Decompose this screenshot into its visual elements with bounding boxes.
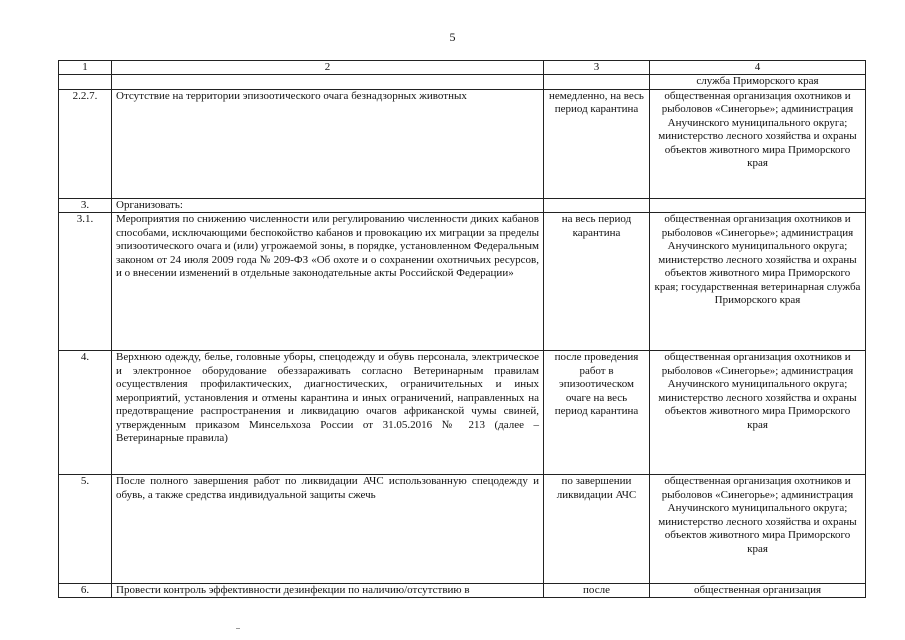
row-measure: После полного завершения работ по ликвидации АЧС использованную спецодежду и обувь, а также средства индивидуальной защиты сжечь [112, 475, 544, 584]
row-number: 3.1. [59, 213, 112, 351]
row-number-text: 6. [80, 584, 90, 596]
table-row [59, 75, 866, 90]
row-measure: Отсутствие на территории эпизоотического очага безнадзорных животных [112, 89, 544, 198]
row-term: на весь период карантина [544, 213, 650, 351]
row-responsible: служба Приморского края [650, 75, 866, 90]
table-row [59, 198, 866, 213]
row-number [59, 584, 112, 598]
row-responsible: общественная организация охотников и рыболовов «Синегорье»; администрация Анучинского муниципального округа; министерство лесного хозяйства и охраны объектов животного мира Приморского края [650, 475, 866, 584]
row-term: по завершении ликвидации АЧС [544, 475, 650, 584]
row-responsible [650, 584, 866, 598]
measures-table [58, 60, 866, 598]
row-term-text: после [583, 584, 610, 596]
row-responsible: общественная организация охотников и рыболовов «Синегорье»; администрация Анучинского муниципального округа; министерство лесного хозяйства и охраны объектов животного мира Приморского края; государственная ветеринарная служба Приморского края [650, 213, 866, 351]
row-measure [112, 75, 544, 90]
column-header: 4 [650, 61, 866, 75]
row-responsible: общественная организация охотников и рыболовов «Синегорье»; администрация Анучинского муниципального округа; министерство лесного хозяйства и охраны объектов животного мира Приморского края [650, 89, 866, 198]
page-number: 5 [449, 30, 456, 44]
row-term [544, 75, 650, 90]
row-number [59, 75, 112, 90]
row-measure [112, 584, 544, 598]
table-row [59, 475, 866, 584]
row-number: 2.2.7. [59, 89, 112, 198]
row-measure: Мероприятия по снижению численности или регулированию численности диких кабанов способами, исключающими беспокойство кабанов и провокацию их миграции за пределы эпизоотического очага и (или) угрожаемой зоны, в порядке, установленном Федеральным законом от 24 июля 2009 года № 209-ФЗ «Об охоте и о сохранении охотничьих ресурсов, и о внесении изменений в отдельные законодательные акты Российской Федерации» [112, 213, 544, 351]
row-number: 3. [59, 198, 112, 213]
row-measure-text: Провести контроль эффективности дезинфекции по наличию/отсутствию в [116, 584, 470, 596]
section-heading: Организовать: [112, 198, 544, 213]
row-term: после проведения работ в эпизоотическом очаге на весь период карантина [544, 351, 650, 475]
column-header: 3 [544, 61, 650, 75]
table-row [59, 584, 866, 598]
row-term [544, 584, 650, 598]
row-term: немедленно, на весь период карантина [544, 89, 650, 198]
table-header-row [59, 61, 866, 75]
scan-artifact [236, 628, 240, 629]
column-header: 1 [59, 61, 112, 75]
row-responsible-text: общественная организация [693, 584, 822, 596]
row-measure: Верхнюю одежду, белье, головные уборы, спецодежду и обувь персонала, электрическое и электронное оборудование обеззараживать согласно Ветеринарным правилам осуществления профилактических, диагностических, ограничительных и иных мероприятий, установления и отмены карантина и иных ограничений, направленных на предотвращение распространения и ликвидацию очагов африканской чумы свиней, утвержденным приказом Минсельхоза России от 31.05.2016 № 213 (далее – Ветеринарные правила) [112, 351, 544, 475]
table-row [59, 351, 866, 475]
row-number: 4. [59, 351, 112, 475]
table-row [59, 213, 866, 351]
row-term [544, 198, 650, 213]
row-number: 5. [59, 475, 112, 584]
table-row [59, 89, 866, 198]
column-header: 2 [112, 61, 544, 75]
row-responsible [650, 198, 866, 213]
row-responsible: общественная организация охотников и рыболовов «Синегорье»; администрация Анучинского муниципального округа; министерство лесного хозяйства и охраны объектов животного мира Приморского края [650, 351, 866, 475]
